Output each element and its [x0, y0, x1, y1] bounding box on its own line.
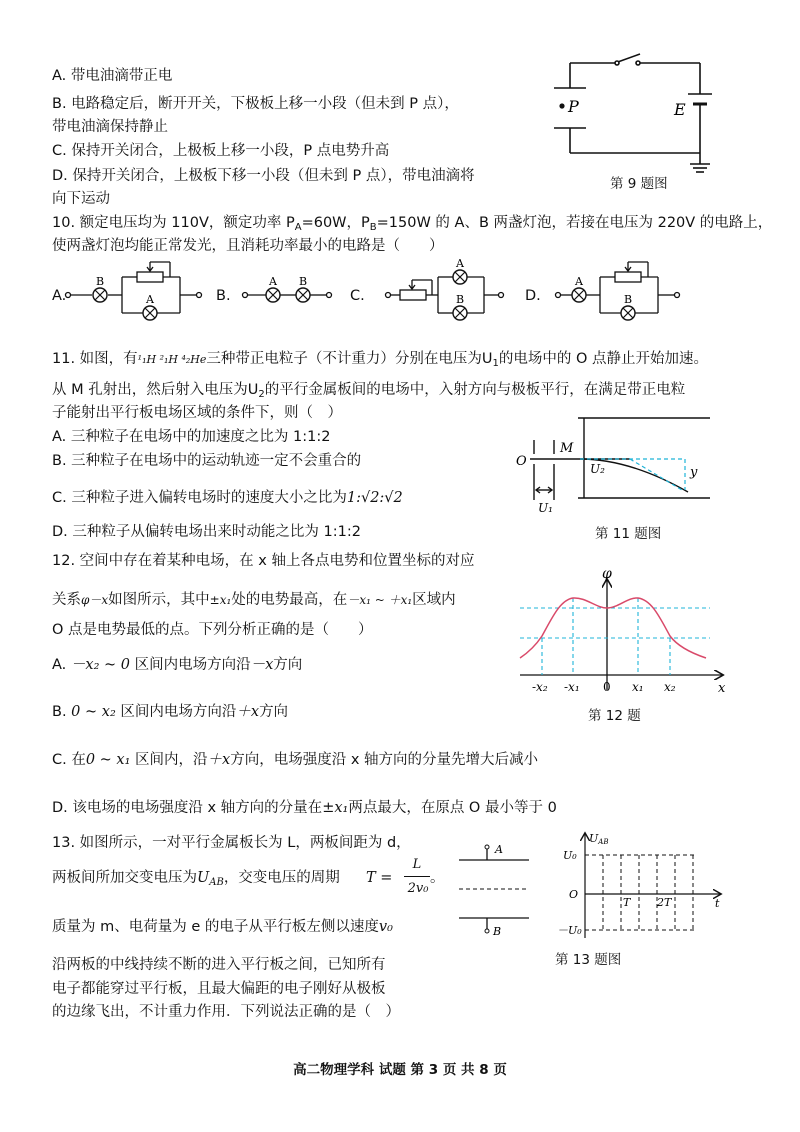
q12-option-b-label: B.	[52, 704, 72, 720]
q11-line2	[52, 380, 685, 405]
q12-option-d	[52, 798, 557, 818]
q11-deflection-figure	[510, 440, 720, 525]
q11-stem-c: 的电场中的 O 点静止开始加速。	[498, 351, 709, 367]
q11-num: 11. 如图，有	[52, 351, 138, 367]
q9-option-c: C. 保持开关闭合，上极板上移一小段，P 点电势升高	[52, 143, 390, 159]
q13-line3	[52, 917, 393, 937]
q12-option-c-range: 0 ~ x₁	[85, 752, 131, 768]
q11-sub-u1: 1	[492, 358, 499, 369]
q13-period-lhs: T =	[366, 870, 393, 886]
q11-option-a: A. 三种粒子在电场中的加速度之比为 1:1:2	[52, 429, 331, 445]
q10-c-lamp-b: B	[456, 293, 465, 306]
q10-label-c: C.	[350, 288, 365, 304]
q10-circuit-a	[66, 262, 202, 313]
q11-label-u1: U₁	[538, 501, 553, 515]
q10-circuit-options	[40, 255, 760, 330]
q9-option-b: B. 电路稳定后，断开开关，下极板上移一小段（但未到 P 点），	[52, 96, 459, 112]
q12-tick-x2: x₂	[664, 680, 676, 694]
q12-tick-neg-x2: -x₂	[532, 680, 548, 694]
q11-label-u2: U₂	[590, 462, 605, 476]
q11-stem	[52, 349, 708, 374]
q11-label-o: O	[516, 454, 527, 469]
q10-b-lamp-b: B	[299, 275, 308, 288]
q12-option-b-text: 区间内电场方向沿	[120, 704, 237, 720]
q12-tick-zero: 0	[603, 680, 611, 694]
q10-d-lamp-b: B	[624, 293, 633, 306]
q12-line2-rel: φ－x	[81, 593, 109, 607]
q10-circuit-b	[243, 293, 332, 298]
q12-line2-a: 关系	[52, 592, 81, 608]
q12-option-a-dir: －x	[250, 657, 274, 673]
q11-stem-b: 三种带正电粒子（不计重力）分别在电压为U	[206, 351, 493, 367]
q10-label-a: A.	[52, 288, 67, 304]
q12-figure-caption: 第 12 题	[588, 708, 641, 724]
q9-option-d-cont: 向下运动	[52, 191, 110, 207]
q12-option-a-text: 区间内电场方向沿	[134, 657, 251, 673]
q12-option-c-end: 方向，电场强度沿 x 轴方向的分量先增大后减小	[230, 752, 539, 768]
q13-period-num: L	[412, 857, 422, 872]
q12-option-b-end: 方向	[259, 704, 289, 720]
q11-line3: 子能射出平行板电场区域的条件下，则（ ）	[52, 405, 342, 421]
q12-line2	[52, 590, 456, 610]
q11-option-c	[52, 488, 403, 508]
q13-voltage-wave	[555, 830, 730, 945]
q10-stem-b: =60W，P	[301, 215, 370, 231]
q13-line2-usub: AB	[209, 877, 224, 888]
q12-axis-phi: φ	[602, 566, 612, 582]
q10-stem	[52, 213, 772, 238]
page-footer: 高二物理学科 试题 第 3 页 共 8 页	[293, 1062, 507, 1078]
q10-circuit-c	[386, 277, 504, 313]
q12-line2-d: 区域内	[412, 592, 456, 608]
q12-option-a-label: A.	[52, 657, 71, 673]
q12-line2-range: －x₁ ~ ＋x₁	[347, 593, 413, 607]
q13-plates-figure	[455, 842, 535, 937]
q10-stem-a: 10. 额定电压均为 110V，额定功率 P	[52, 215, 295, 231]
q13-line6: 的边缘飞出，不计重力作用．下列说法正确的是（ ）	[52, 1004, 400, 1020]
q10-stem-line2: 使两盏灯泡均能正常发光，且消耗功率最小的电路是（ ）	[52, 238, 444, 254]
q12-potential-graph	[510, 566, 735, 696]
q13-fraction-bar	[404, 876, 430, 877]
q11-figure-caption: 第 11 题图	[595, 526, 662, 542]
q11-label-m: M	[560, 441, 574, 456]
q13-label-t2: 2T	[657, 896, 672, 909]
q12-option-d-pm: ±x₁	[322, 800, 349, 816]
q13-line3-v: v₀	[378, 919, 393, 935]
q11-label-y: y	[690, 465, 698, 480]
q12-option-b-range: 0 ~ x₂	[71, 704, 116, 720]
q10-a-lamp-a: A	[146, 293, 154, 306]
q13-line2-end: 。	[430, 870, 445, 886]
q12-option-b	[52, 702, 288, 722]
q11-option-b: B. 三种粒子在电场中的运动轨迹一定不会重合的	[52, 453, 362, 469]
q13-axis-t: t	[715, 897, 720, 910]
q10-sub-b: B	[369, 222, 377, 233]
q12-option-a-end: 方向	[273, 657, 303, 673]
q10-b-lamp-a: A	[269, 275, 277, 288]
q9-option-d: D. 保持开关闭合，上极板下移一小段（但未到 P 点），带电油滴将	[52, 168, 475, 184]
q13-label-t1: T	[623, 896, 631, 909]
q9-label-e: E	[674, 100, 686, 119]
q10-c-lamp-a: A	[456, 257, 464, 270]
q12-option-a-range: －x₂ ~ 0	[70, 657, 130, 673]
q13-axis-u: UAB	[589, 832, 609, 846]
q12-line2-b: 如图所示，其中	[108, 592, 210, 608]
q13-label-o: O	[569, 888, 579, 901]
q11-sub-u2: 2	[258, 389, 265, 400]
q12-option-d-end: 两点最大，在原点 O 最小等于 0	[348, 800, 557, 816]
q12-tick-neg-x1: -x₁	[564, 680, 580, 694]
q12-line2-c: 处的电势最高，在	[231, 592, 348, 608]
q13-label-u0: U₀	[563, 849, 577, 862]
q12-line3: O 点是电势最低的点。下列分析正确的是（ ）	[52, 622, 373, 638]
q11-particles: ¹₁H ²₁H ⁴₂He	[137, 353, 207, 366]
q12-option-c-label: C. 在	[52, 752, 86, 768]
q13-plate-b: B	[493, 925, 502, 938]
q13-line3-a: 质量为 m、电荷量为 e 的电子从平行板左侧以速度	[52, 919, 379, 935]
q12-option-d-text: D. 该电场的电场强度沿 x 轴方向的分量在	[52, 800, 323, 816]
q11-option-c-ratio: 1:√2:√2	[346, 490, 403, 506]
q12-option-c-dir: ＋x	[207, 752, 231, 768]
q10-label-d: D.	[525, 288, 541, 304]
q9-figure-caption: 第 9 题图	[610, 176, 668, 192]
q13-period-den: 2v₀	[407, 881, 429, 896]
q12-option-c-text: 区间内，沿	[135, 752, 208, 768]
q13-line2	[52, 868, 340, 893]
q13-line1: 13. 如图所示，一对平行金属板长为 L，两板间距为 d，	[52, 835, 411, 851]
q11-line2-b: 的平行金属板间的电场中，入射方向与极板平行，在满足带正电粒	[264, 382, 686, 398]
q12-axis-x: x	[718, 681, 726, 696]
q13-line2-b: ，交变电压的周期	[223, 870, 340, 886]
q13-line2-a: 两板间所加交变电压为	[52, 870, 197, 886]
q11-line2-a: 从 M 孔射出，然后射入电压为U	[52, 382, 259, 398]
q12-option-a	[52, 655, 302, 675]
q12-line1: 12. 空间中存在着某种电场，在 x 轴上各点电势和位置坐标的对应	[52, 553, 475, 569]
q9-option-b-cont: 带电油滴保持静止	[52, 119, 168, 135]
q13-line5: 电子都能穿过平行板，且最大偏距的电子刚好从极板	[52, 981, 386, 997]
q10-sub-a: A	[294, 222, 302, 233]
q12-option-b-dir: ＋x	[236, 704, 260, 720]
q12-option-c	[52, 750, 538, 770]
q9-option-a: A. 带电油滴带正电	[52, 68, 173, 84]
q10-d-lamp-a: A	[575, 275, 583, 288]
q9-label-p: P	[568, 97, 579, 116]
q13-figure-caption: 第 13 题图	[555, 952, 622, 968]
q11-option-d: D. 三种粒子从偏转电场出来时动能之比为 1:1:2	[52, 524, 361, 540]
q10-stem-c: =150W 的 A、B 两盏灯泡，若接在电压为 220V 的电路上，	[376, 215, 773, 231]
q13-line2-u: U	[197, 870, 210, 886]
q12-tick-x1: x₁	[632, 680, 644, 694]
q10-label-b: B.	[216, 288, 231, 304]
q11-option-c-text: C. 三种粒子进入偏转电场时的速度大小之比为	[52, 490, 347, 506]
q13-line4: 沿两板的中线持续不断的进入平行板之间，已知所有	[52, 957, 386, 973]
q10-a-lamp-b: B	[96, 275, 105, 288]
q12-line2-pm: ±x₁	[209, 593, 232, 607]
q13-label-neg-u0: －U₀	[557, 924, 582, 937]
q13-plate-a: A	[495, 843, 503, 856]
